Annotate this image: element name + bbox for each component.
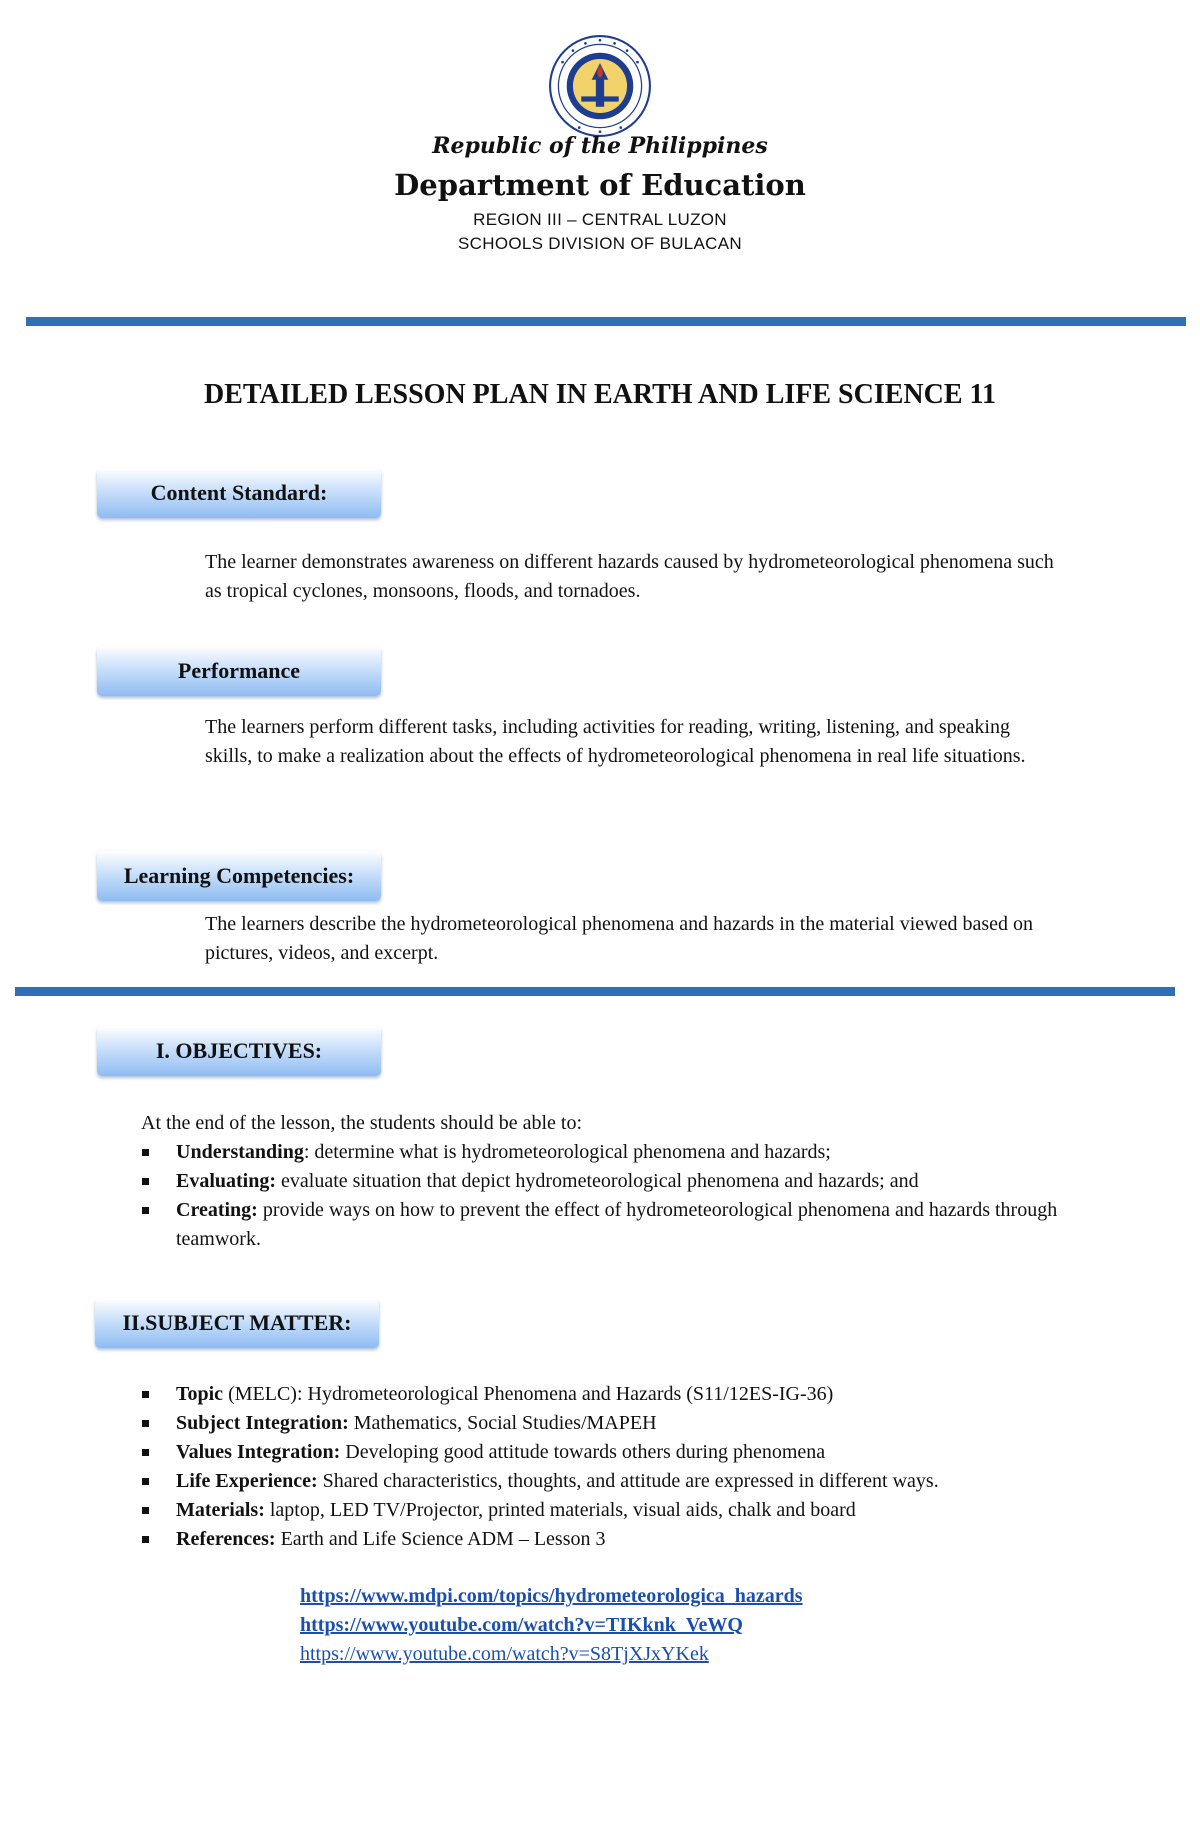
list-item — [141, 1138, 1071, 1167]
learning-competencies-text: The learners describe the hydrometeorological phenomena and hazards in the material viewed based on pictures, videos, and excerpt. — [205, 913, 1033, 964]
document-title: DETAILED LESSON PLAN IN EARTH AND LIFE SCIENCE 11 — [203, 379, 996, 410]
subject-label: References: — [176, 1528, 276, 1550]
subject-text: laptop, LED TV/Projector, printed materials, visual aids, chalk and board — [264, 1499, 856, 1521]
subject-text: Developing good attitude towards others during phenomena — [340, 1441, 826, 1463]
reference-links — [300, 1582, 1100, 1669]
objective-label: Understanding — [176, 1141, 304, 1163]
subject-text: Shared characteristics, thoughts, and attitude are expressed in different ways. — [317, 1470, 939, 1492]
deped-seal-logo — [548, 34, 652, 138]
republic-heading: Republic of the Philippines — [432, 133, 768, 159]
header-divider — [26, 317, 1186, 326]
subject-text: (MELC): Hydrometeorological Phenomena and Hazards (S11/12ES-IG-36) — [223, 1383, 834, 1405]
list-item — [141, 1525, 1041, 1554]
objectives-intro: At the end of the lesson, the students should be able to: — [141, 1112, 583, 1134]
reference-link-youtube-2[interactable]: https://www.youtube.com/watch?v=S8TjXJxYKek — [300, 1643, 709, 1665]
subject-text: Earth and Life Science ADM – Lesson 3 — [275, 1528, 606, 1550]
subject-label: Values Integration: — [176, 1441, 341, 1463]
list-item — [141, 1467, 1041, 1496]
region-text: REGION III – CENTRAL LUZON — [473, 210, 727, 229]
objective-text: : determine what is hydrometeorological phenomena and hazards; — [303, 1141, 831, 1163]
content-standard-heading: Content Standard: — [97, 468, 381, 518]
objectives-list — [141, 1138, 1071, 1254]
subject-matter-heading: II.SUBJECT MATTER: — [95, 1298, 379, 1348]
list-item — [141, 1167, 1071, 1196]
performance-text: The learners perform different tasks, including activities for reading, writing, listening, and speaking skills, to make a realization about the effects of hydrometeorological phenomena in real life situations. — [205, 716, 1026, 767]
reference-link-youtube-1[interactable]: https://www.youtube.com/watch?v=TIKknk_VeWQ — [300, 1614, 743, 1636]
division-text: SCHOOLS DIVISION OF BULACAN — [458, 234, 742, 253]
list-item — [141, 1196, 1071, 1254]
section-divider — [15, 987, 1175, 996]
subject-matter-list — [141, 1380, 1041, 1554]
subject-label: Materials: — [176, 1499, 265, 1521]
objectives-heading: I. OBJECTIVES: — [97, 1026, 381, 1076]
subject-label: Life Experience: — [176, 1470, 318, 1492]
department-heading: Department of Education — [394, 168, 806, 202]
list-item — [141, 1496, 1041, 1525]
objective-label: Creating: — [176, 1199, 258, 1221]
subject-label: Subject Integration: — [176, 1412, 349, 1434]
reference-link-mdpi[interactable]: https://www.mdpi.com/topics/hydrometeorologica_hazards — [300, 1585, 803, 1607]
objective-label: Evaluating: — [176, 1170, 277, 1192]
subject-text: Mathematics, Social Studies/MAPEH — [348, 1412, 657, 1434]
objective-text: provide ways on how to prevent the effect of hydrometeorological phenomena and hazards through teamwork. — [176, 1199, 1058, 1250]
objective-text: evaluate situation that depict hydrometeorological phenomena and hazards; and — [276, 1170, 919, 1192]
content-standard-text: The learner demonstrates awareness on different hazards caused by hydrometeorological phenomena such as tropical cyclones, monsoons, floods, and tornadoes. — [205, 551, 1054, 602]
performance-heading: Performance — [97, 646, 381, 696]
list-item — [141, 1438, 1041, 1467]
subject-label: Topic — [176, 1383, 224, 1405]
list-item — [141, 1380, 1041, 1409]
list-item — [141, 1409, 1041, 1438]
learning-competencies-heading: Learning Competencies: — [97, 851, 381, 901]
